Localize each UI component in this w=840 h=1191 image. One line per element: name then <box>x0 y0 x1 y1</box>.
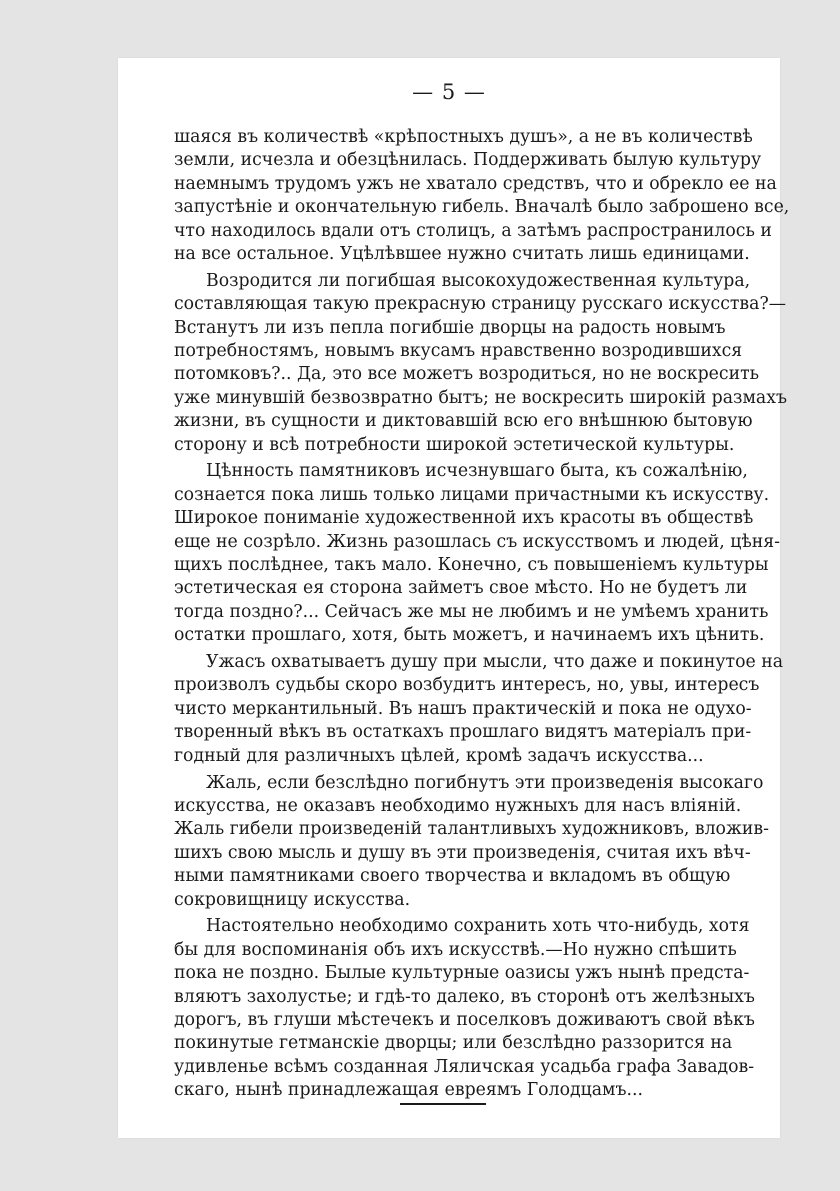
text-line: ными памятниками своего творчества и вкладомъ въ общую <box>174 866 731 887</box>
text-line: Жаль гибели произведеній талантливыхъ художниковъ, вложив- <box>174 819 769 840</box>
text-line: сторону и всѣ потребности широкой эстетической культуры. <box>174 434 735 455</box>
book-page <box>118 58 790 1138</box>
text-line: запустѣніе и окончательную гибель. Вначалѣ было заброшено все, <box>174 197 790 218</box>
text-line: вляютъ захолустье; и гдѣ-то далеко, въ сторонѣ отъ желѣзныхъ <box>174 986 755 1007</box>
text-line: еще не созрѣло. Жизнь разошлась съ искусствомъ и людей, цѣня- <box>174 531 781 552</box>
page-number: — 5 — <box>412 80 486 104</box>
text-line: составляющая такую прекрасную страницу русскаго искусства?— <box>174 294 787 315</box>
text-line: эстетическая ея сторона займетъ свое мѣсто. Но не будетъ ли <box>174 578 748 599</box>
text-line: сокровищницу искусства. <box>174 889 411 910</box>
text-line: уже минувшій безвозвратно бытъ; не воскресить широкій размахъ <box>174 387 787 408</box>
text-line: жизни, въ сущности и диктовавшій всю его внѣшнюю бытовую <box>174 411 753 432</box>
text-line: наемнымъ трудомъ ужъ не хватало средствъ, что и обрекло ее на <box>174 173 777 194</box>
text-line: годный для различныхъ цѣлей, кромѣ задачъ искусства... <box>174 745 704 766</box>
text-line: сознается пока лишь только лицами причастными къ искусству. <box>174 484 770 505</box>
text-line: удивленье всѣмъ созданная Ляличская усадьба графа Завадов- <box>174 1056 755 1077</box>
text-line: Широкое пониманіе художественной ихъ красоты въ обществѣ <box>174 508 754 529</box>
text-line: Цѣнность памятниковъ исчезнувшаго быта, къ сожалѣнію, <box>206 461 748 482</box>
text-line: покинутые гетманскіе дворцы; или безслѣдно раззорится на <box>174 1033 733 1054</box>
text-line: бы для воспоминанія объ ихъ искусствѣ.—Но нужно спѣшить <box>174 939 737 960</box>
end-of-page-rule <box>400 1103 486 1105</box>
text-line: Ужасъ охватываетъ душу при мысли, что даже и покинутое на <box>206 652 784 673</box>
text-line: тогда поздно?... Сейчасъ же мы не любимъ и не умѣемъ хранить <box>174 601 769 622</box>
text-line: земли, исчезла и обезцѣнилась. Поддерживать былую культуру <box>174 150 762 171</box>
text-line: творенный вѣкъ въ остаткахъ прошлаго видятъ матеріалъ при- <box>174 722 752 743</box>
text-line: Встанутъ ли изъ пепла погибшіе дворцы на радость новымъ <box>174 317 726 338</box>
text-line: скаго, нынѣ принадлежащая евреямъ Голодцамъ... <box>174 1080 643 1101</box>
text-line: шихъ свою мысль и душу въ эти произведенія, считая ихъ вѣч- <box>174 842 751 863</box>
text-line: потребностямъ, новымъ вкусамъ нравственно возродившихся <box>174 341 743 362</box>
text-line: дорогъ, въ глуши мѣстечекъ и поселковъ доживаютъ свой вѣкъ <box>174 1009 755 1030</box>
text-line: Настоятельно необходимо сохранить хоть что-нибудь, хотя <box>206 916 750 937</box>
text-line: произволъ судьбы скоро возбудитъ интересъ, но, увы, интересъ <box>174 675 760 696</box>
text-line: Жаль, если безслѣдно погибнутъ эти произведенія высокаго <box>206 772 764 793</box>
text-line: шаяся въ количествѣ «крѣпостныхъ душъ», а не въ количествѣ <box>174 127 753 147</box>
text-line: что находилось вдали отъ столицъ, а затѣмъ распространилось и <box>174 220 772 241</box>
text-line: потомковъ?.. Да, это все можетъ возродиться, но не воскресить <box>174 364 760 385</box>
text-line: чисто меркантильный. Въ нашъ практическій и пока не одухо- <box>174 698 752 719</box>
text-line: Возродится ли погибшая высокохудожественная культура, <box>206 270 751 291</box>
text-line: щихъ послѣднее, такъ мало. Конечно, съ повышеніемъ культуры <box>174 555 769 576</box>
text-line: остатки прошлаго, хотя, быть можетъ, и начинаемъ ихъ цѣнить. <box>174 625 765 646</box>
text-line: на все остальное. Уцѣлѣвшее нужно считать лишь единицами. <box>174 243 750 264</box>
text-line: пока не поздно. Былые культурные оазисы ужъ нынѣ предста- <box>174 963 750 984</box>
page-body-text <box>174 126 790 1103</box>
text-line: искусства, не оказавъ необходимо нужныхъ для насъ вліяній. <box>174 795 742 816</box>
